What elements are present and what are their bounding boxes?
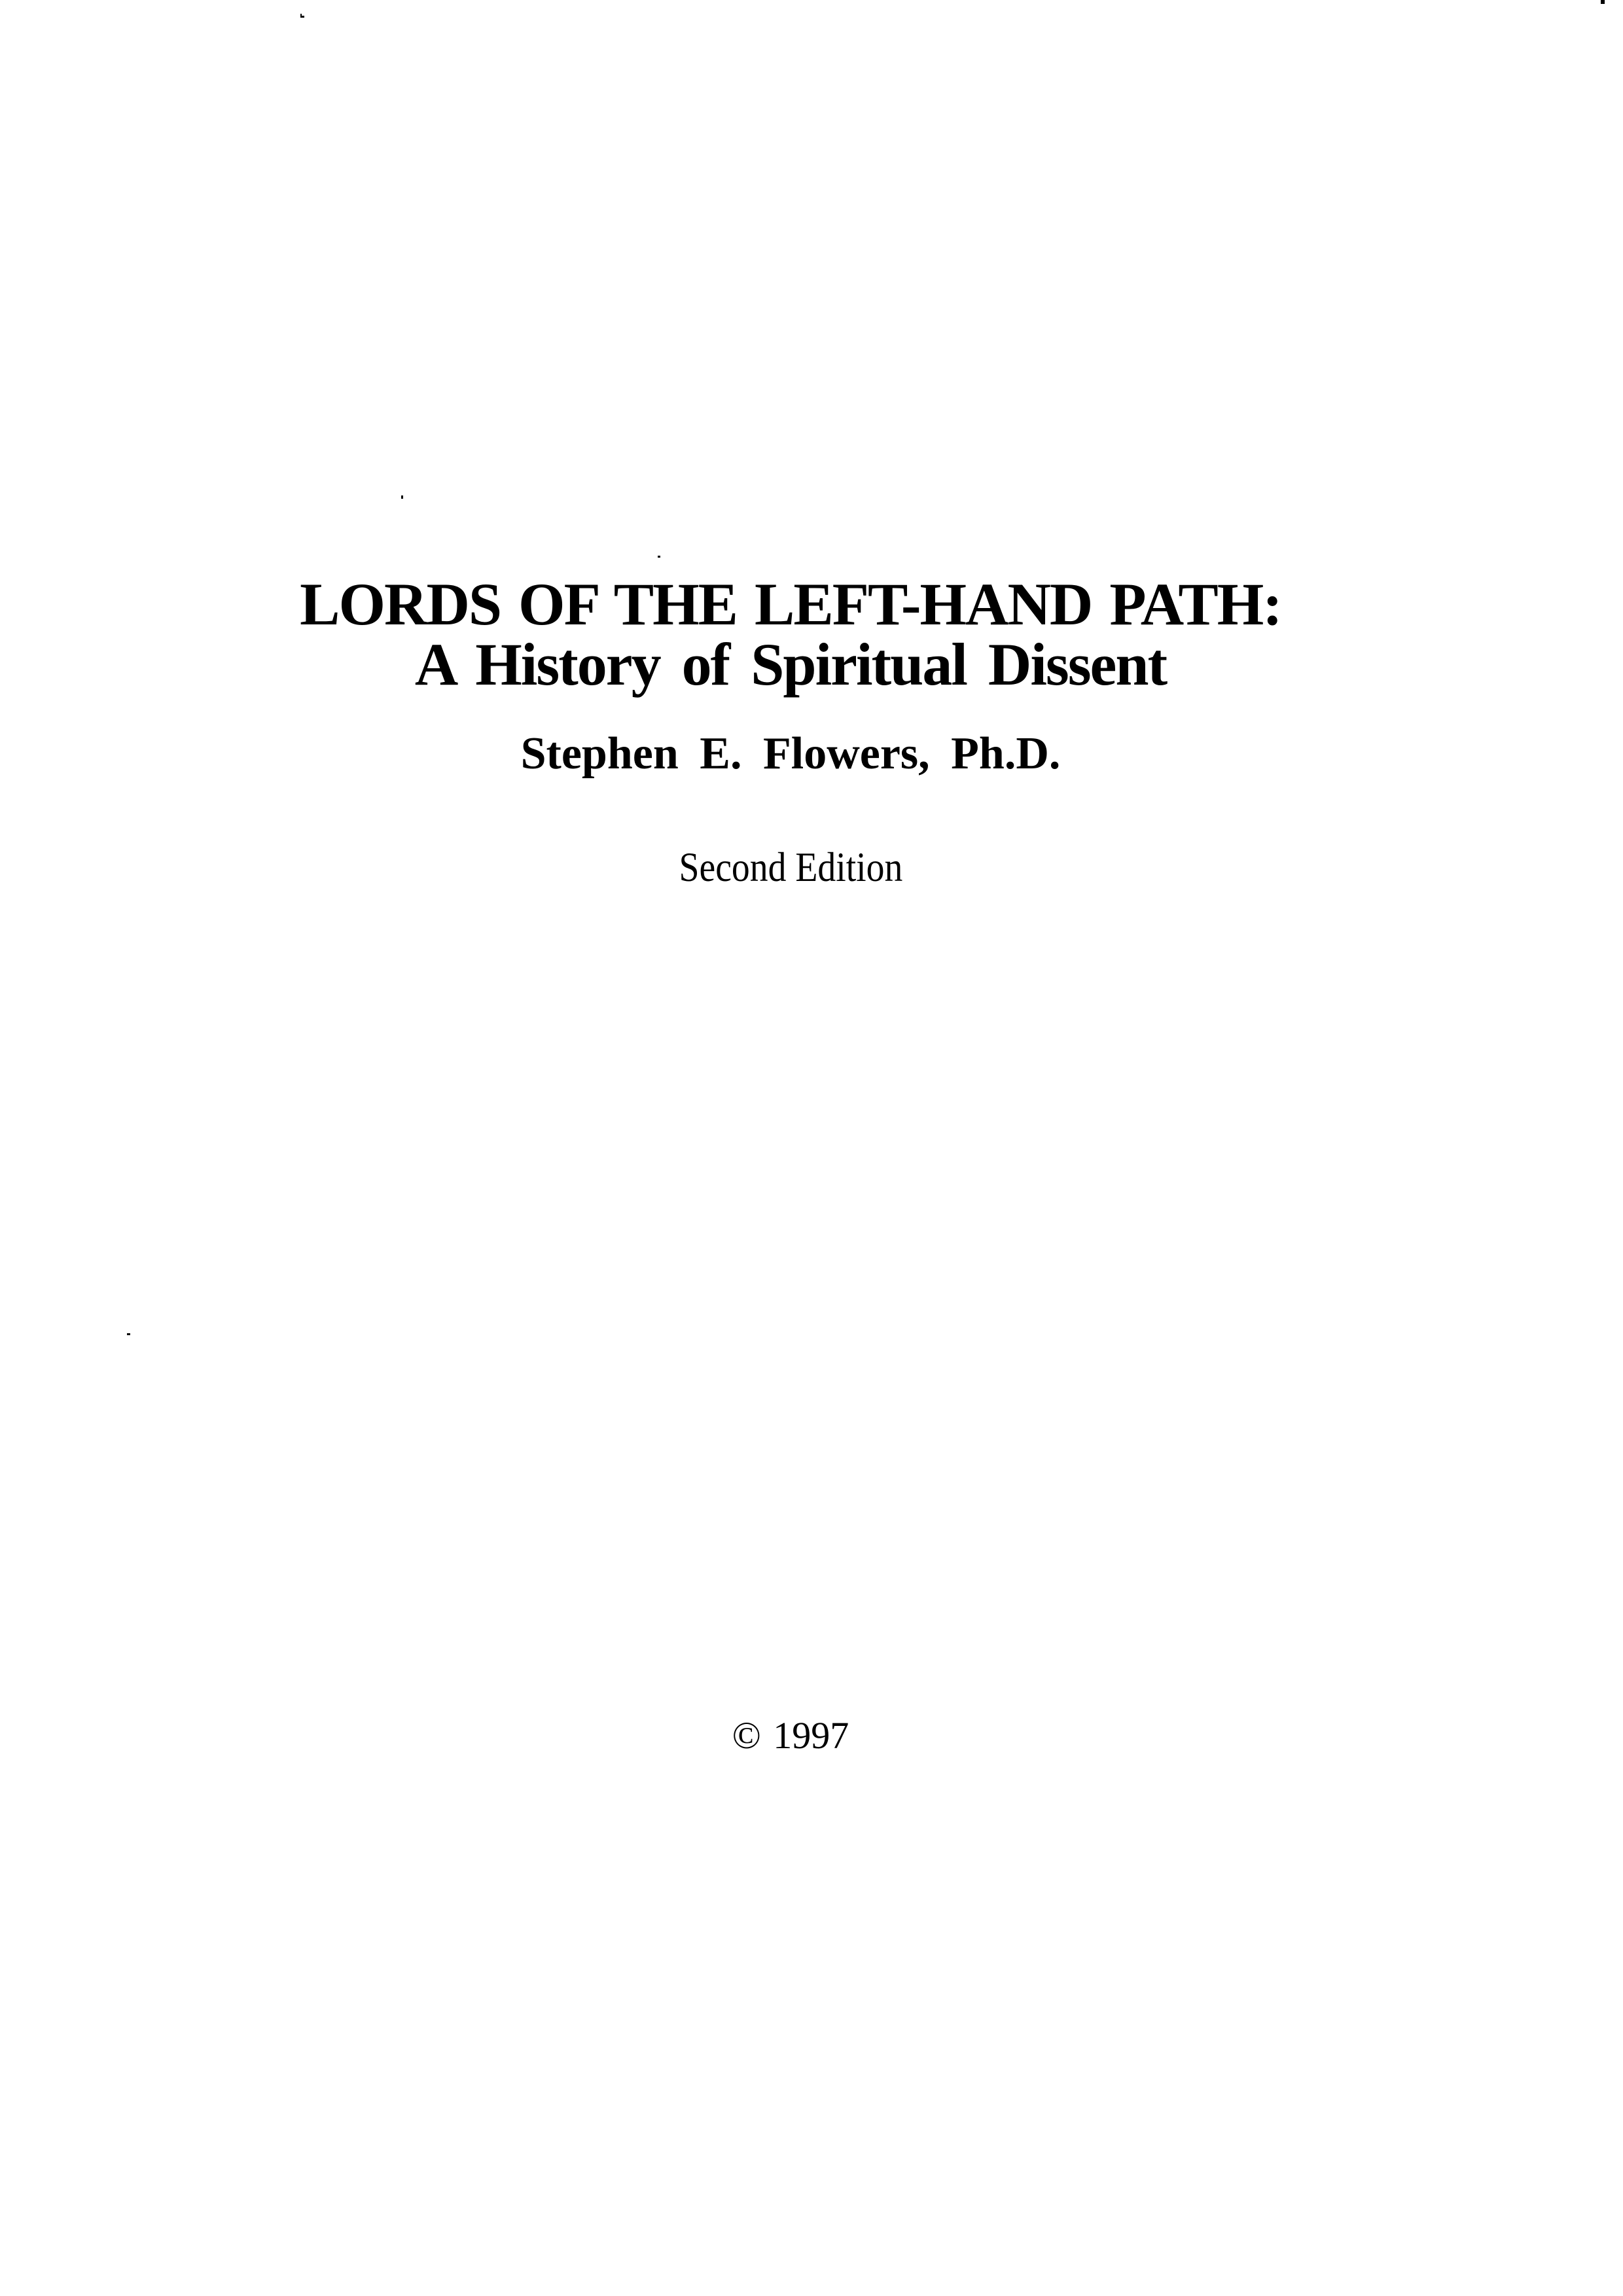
- scan-speck-icon: [127, 1333, 130, 1335]
- scan-speck-icon: [1601, 0, 1605, 4]
- copyright-notice: © 1997: [732, 1714, 849, 1757]
- book-title-line2: A History of Spiritual Dissent: [414, 631, 1167, 698]
- author-name: Stephen E. Flowers, Ph.D.: [520, 728, 1061, 779]
- scan-speck-icon: [401, 495, 403, 499]
- book-title-line1: LORDS OF THE LEFT-HAND PATH:: [300, 571, 1281, 637]
- scan-speck-icon: [658, 556, 660, 558]
- scan-speck-icon: [300, 16, 304, 18]
- edition-statement: [0, 843, 1581, 891]
- edition-text: Second Edition: [679, 844, 902, 890]
